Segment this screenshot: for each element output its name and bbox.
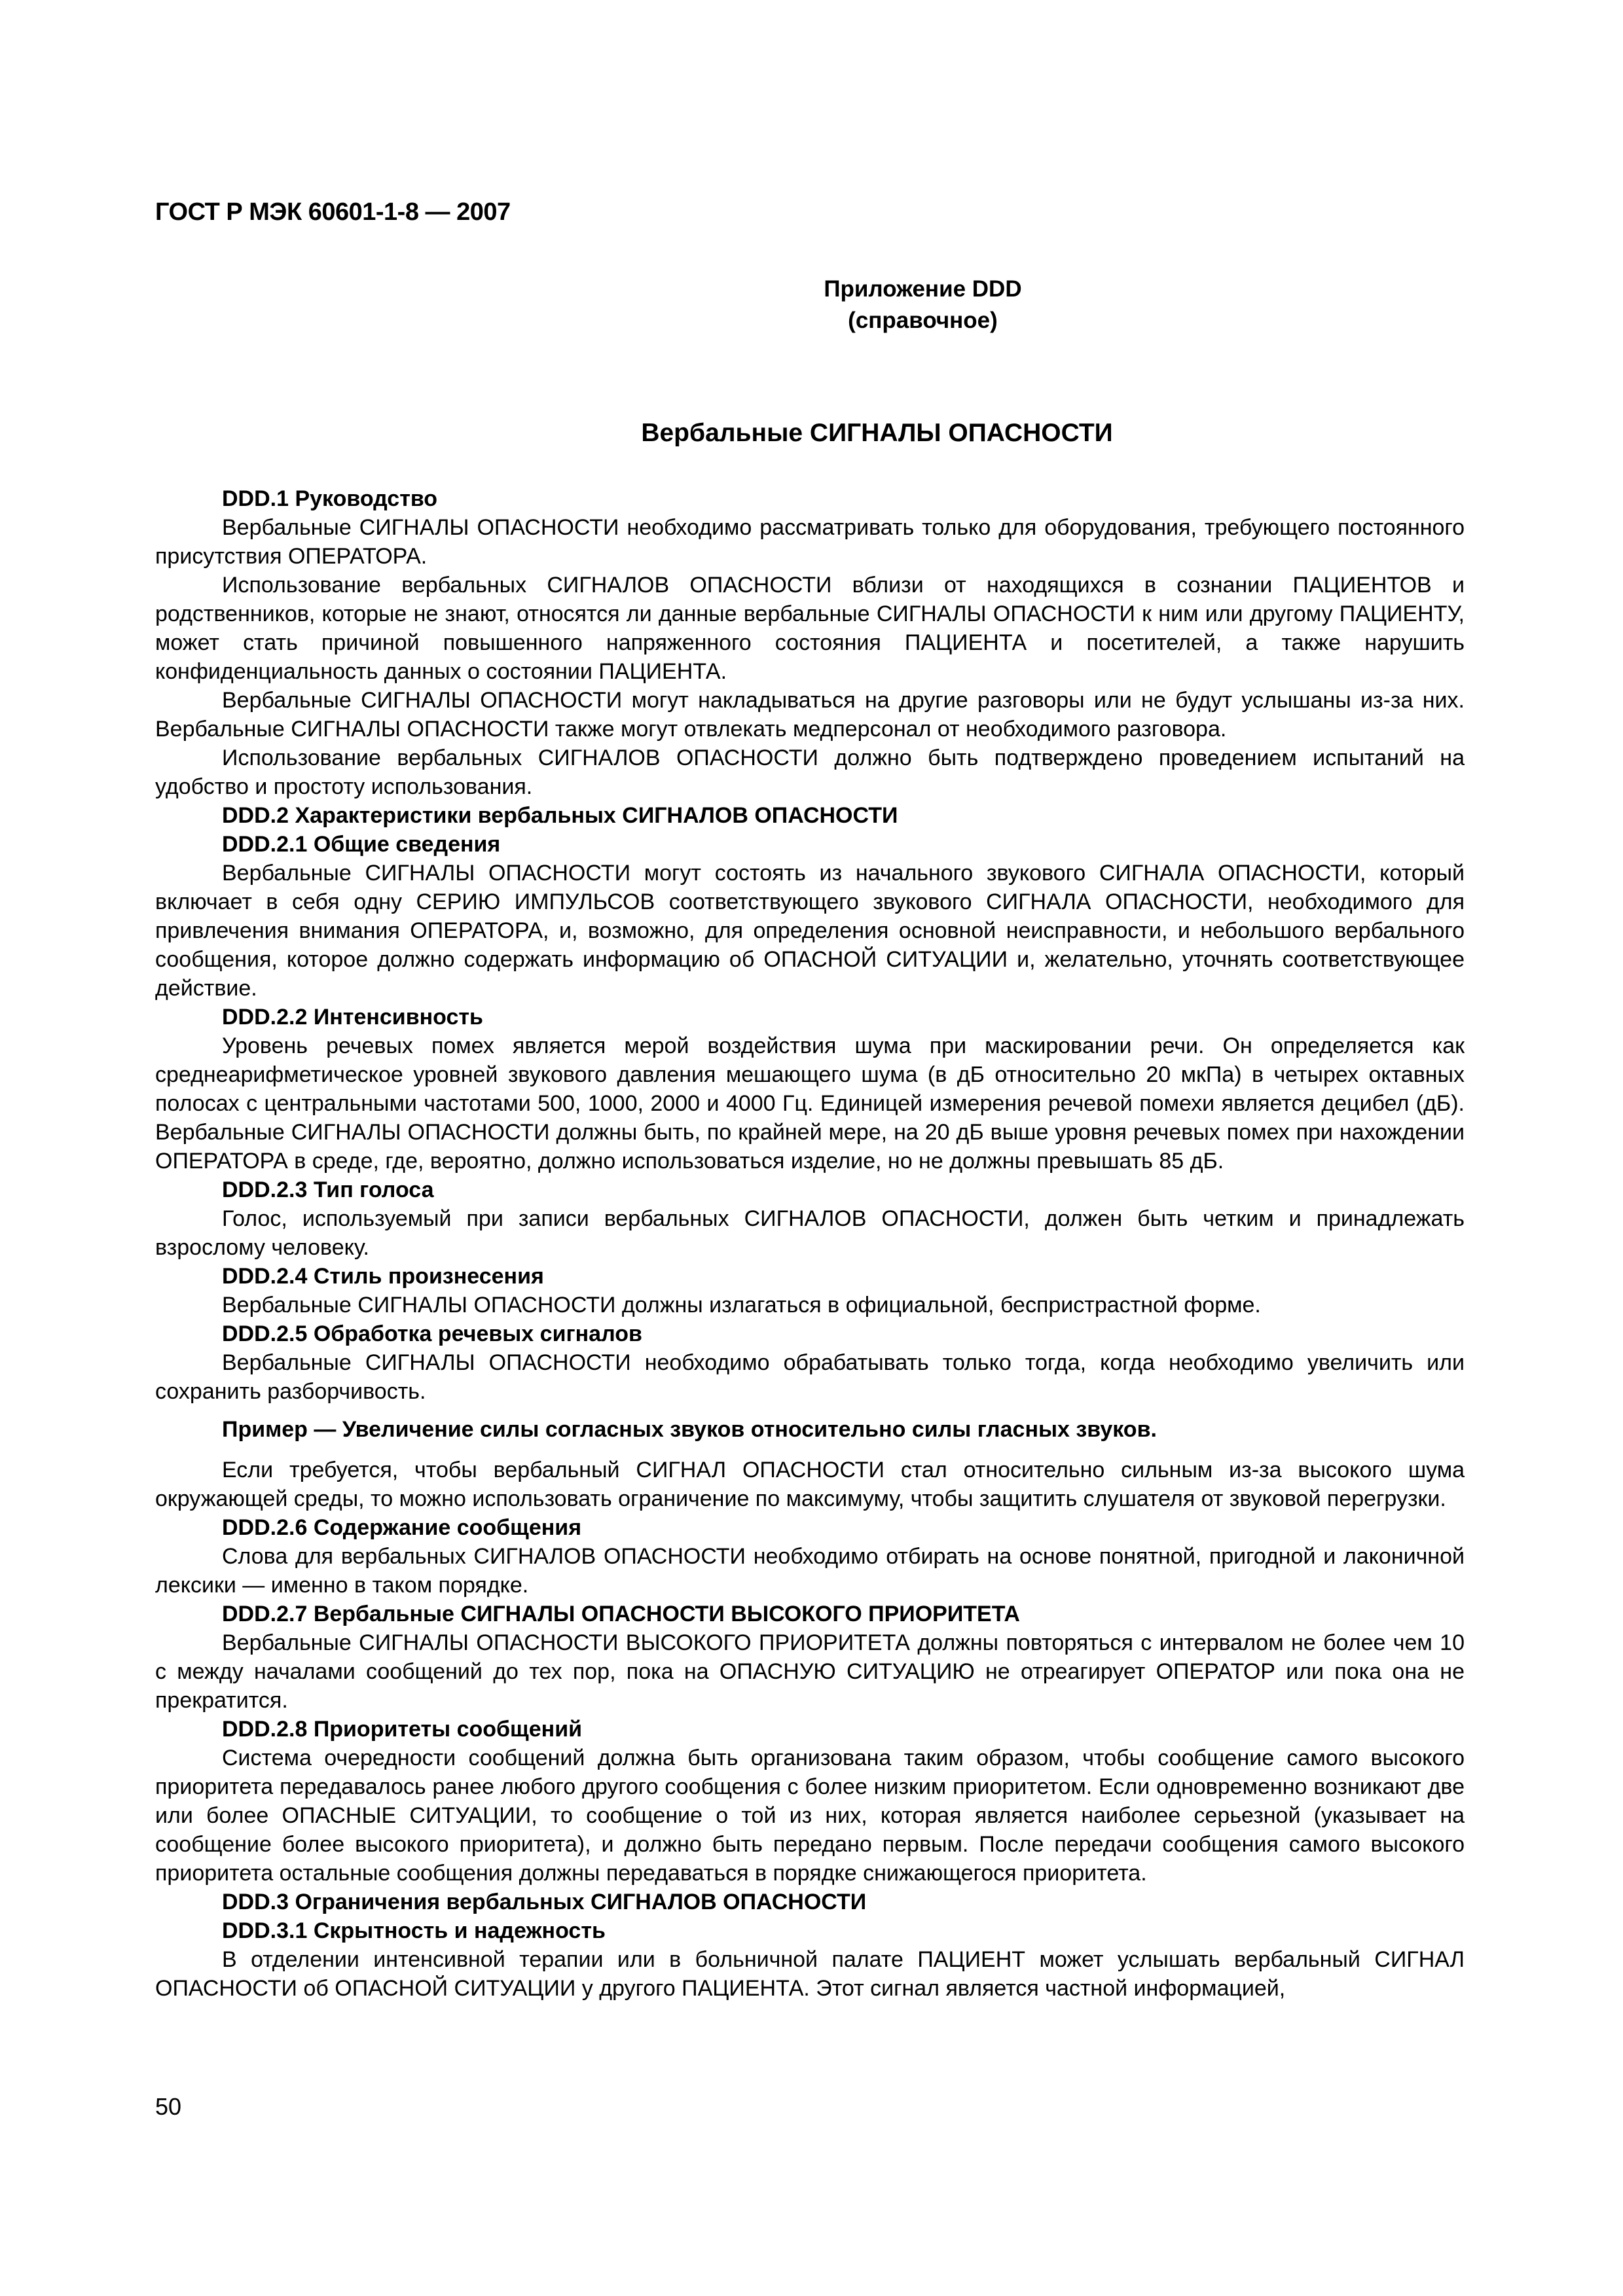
paragraph: Уровень речевых помех является мерой воздействия шума при маскировании речи. Он определяется как среднеарифметическое уровней звукового давления мешающего шума (в дБ относительно 20 мкПа) в четырех октавных полосах с центральными частотами 500, 1000, 2000 и 4000 Гц. Единицей измерения речевой помехи является децибел (дБ). Вербальные СИГНАЛЫ ОПАСНОСТИ должны быть, по крайней мере, на 20 дБ выше уровня речевых помех при нахождении ОПЕРАТОРА в среде, где, вероятно, должно использоваться изделие, но не должны превышать 85 дБ.: [155, 1033, 1465, 1174]
paragraph: Слова для вербальных СИГНАЛОВ ОПАСНОСТИ необходимо отбирать на основе понятной, пригодной и лаконичной лексики — именно в таком порядке.: [155, 1544, 1465, 1598]
subsection-heading: DDD.2.3 Тип голоса: [222, 1177, 434, 1202]
paragraph: В отделении интенсивной терапии или в больничной палате ПАЦИЕНТ может услышать вербальный СИГНАЛ ОПАСНОСТИ об ОПАСНОЙ СИТУАЦИИ у другого ПАЦИЕНТА. Этот сигнал является частной информацией,: [155, 1947, 1465, 2001]
paragraph: Вербальные СИГНАЛЫ ОПАСНОСТИ могут состоять из начального звукового СИГНАЛА ОПАСНОСТИ, который включает в себя одну СЕРИЮ ИМПУЛЬСОВ соответствующего звукового СИГНАЛА ОПАСНОСТИ, необходимого для привлечения внимания ОПЕРАТОРА, и, возможно, для определения основной неисправности, и небольшого вербального сообщения, которое должно содержать информацию об ОПАСНОЙ СИТУАЦИИ и, желательно, уточнять соответствующее действие.: [155, 861, 1465, 1001]
subsection-heading: DDD.2 Характеристики вербальных СИГНАЛОВ ОПАСНОСТИ: [222, 803, 898, 828]
subsection-heading: DDD.2.6 Содержание сообщения: [222, 1515, 582, 1540]
example-note: Пример — Увеличение силы согласных звуков относительно силы гласных звуков.: [222, 1417, 1157, 1442]
subsection-heading: DDD.2.5 Обработка речевых сигналов: [222, 1321, 642, 1346]
paragraph: Вербальные СИГНАЛЫ ОПАСНОСТИ должны излагаться в официальной, беспристрастной форме.: [222, 1293, 1261, 1318]
paragraph: Вербальные СИГНАЛЫ ОПАСНОСТИ могут накладываться на другие разговоры или не будут услышаны из-за них. Вербальные СИГНАЛЫ ОПАСНОСТИ также могут отвлекать медперсонал от необходимого разговора.: [155, 688, 1465, 742]
paragraph: Вербальные СИГНАЛЫ ОПАСНОСТИ ВЫСОКОГО ПРИОРИТЕТА должны повторяться с интервалом не более чем 10 с между началами сообщений до тех пор, пока на ОПАСНУЮ СИТУАЦИЮ не отреагирует ОПЕРАТОР или пока она не прекратится.: [155, 1630, 1465, 1713]
subsection-heading: DDD.3 Ограничения вербальных СИГНАЛОВ ОПАСНОСТИ: [222, 1890, 867, 1914]
subsection-heading: DDD.1 Руководство: [222, 486, 438, 511]
subsection-heading: DDD.2.4 Стиль произнесения: [222, 1264, 544, 1289]
subsection-heading: DDD.2.2 Интенсивность: [222, 1005, 483, 1030]
annex-heading: [0, 274, 1623, 336]
paragraph: Использование вербальных СИГНАЛОВ ОПАСНОСТИ вблизи от находящихся в сознании ПАЦИЕНТОВ и родственников, которые не знают, относятся ли данные вербальные СИГНАЛЫ ОПАСНОСТИ к ним или другому ПАЦИЕНТУ, может стать причиной повышенного напряженного состояния ПАЦИЕНТА и посетителей, а также нарушить конфиденциальность данных о состоянии ПАЦИЕНТА.: [155, 573, 1465, 684]
document-body: [155, 484, 1465, 2003]
paragraph: Система очередности сообщений должна быть организована таким образом, чтобы сообщение самого высокого приоритета передавалось ранее любого другого сообщения с более низким приоритетом. Если одновременно возникают две или более ОПАСНЫЕ СИТУАЦИИ, то сообщение о той из них, которая является наиболее серьезной (указывает на сообщение более высокого приоритета), и должно быть передано первым. После передачи сообщения самого высокого приоритета остальные сообщения должны передаваться в порядке снижающегося приоритета.: [155, 1746, 1465, 1886]
subsection-heading: DDD.3.1 Скрытность и надежность: [222, 1918, 606, 1943]
annex-title: Приложение DDD: [824, 276, 1022, 302]
section-title: Вербальные СИГНАЛЫ ОПАСНОСТИ: [641, 419, 1113, 447]
document-header: ГОСТ Р МЭК 60601-1-8 — 2007: [155, 198, 511, 226]
page-number: 50: [155, 2093, 182, 2120]
subsection-heading: DDD.2.1 Общие сведения: [222, 832, 501, 857]
paragraph: Если требуется, чтобы вербальный СИГНАЛ ОПАСНОСТИ стал относительно сильным из-за высокого шума окружающей среды, то можно использовать ограничение по максимуму, чтобы защитить слушателя от звуковой перегрузки.: [155, 1458, 1465, 1511]
annex-subtitle: (справочное): [848, 308, 998, 333]
subsection-heading: DDD.2.8 Приоритеты сообщений: [222, 1717, 582, 1742]
paragraph: Вербальные СИГНАЛЫ ОПАСНОСТИ необходимо рассматривать только для оборудования, требующего постоянного присутствия ОПЕРАТОРА.: [155, 515, 1465, 569]
paragraph: Вербальные СИГНАЛЫ ОПАСНОСТИ необходимо обрабатывать только тогда, когда необходимо увеличить или сохранить разборчивость.: [155, 1350, 1465, 1404]
subsection-heading: DDD.2.7 Вербальные СИГНАЛЫ ОПАСНОСТИ ВЫСОКОГО ПРИОРИТЕТА: [222, 1602, 1020, 1626]
paragraph: Голос, используемый при записи вербальных СИГНАЛОВ ОПАСНОСТИ, должен быть четким и принадлежать взрослому человеку.: [155, 1206, 1465, 1260]
paragraph: Использование вербальных СИГНАЛОВ ОПАСНОСТИ должно быть подтверждено проведением испытаний на удобство и простоту использования.: [155, 745, 1465, 799]
